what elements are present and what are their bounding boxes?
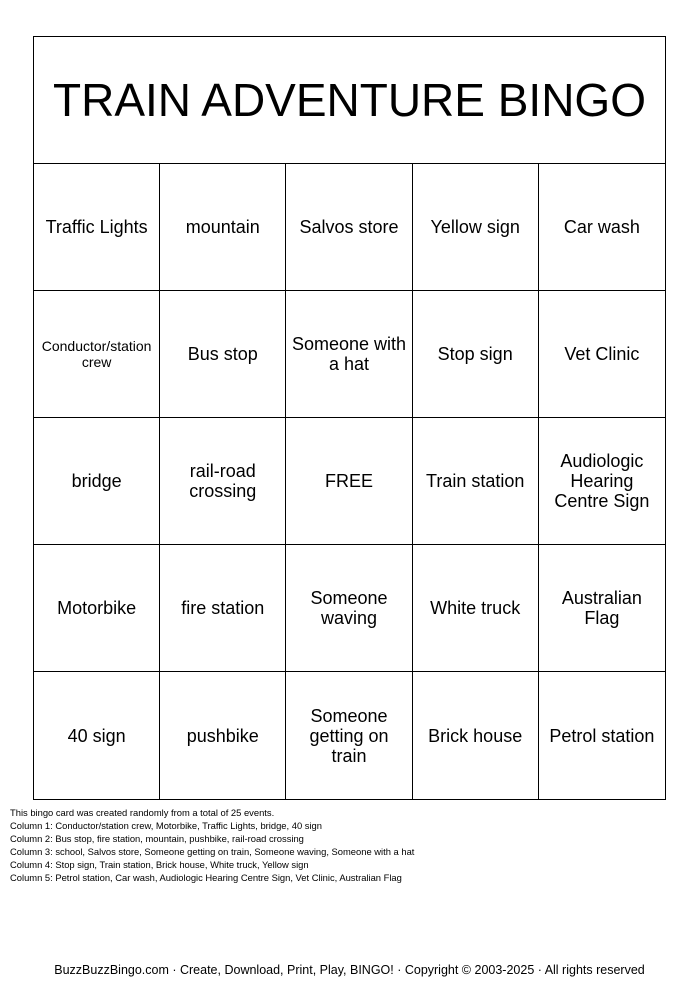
bingo-card [33,36,666,800]
free-cell: FREE [286,418,412,545]
bingo-cell: pushbike [160,672,286,799]
notes-column-3: Column 3: school, Salvos store, Someone getting on train, Someone waving, Someone with a hat [10,846,415,857]
notes-column-1: Column 1: Conductor/station crew, Motorbike, Traffic Lights, bridge, 40 sign [10,820,322,831]
bingo-cell: 40 sign [34,672,160,799]
bingo-cell: fire station [160,545,286,672]
bingo-cell: Salvos store [286,164,412,291]
bingo-grid [34,164,665,799]
bingo-cell: Conductor/station crew [34,291,160,418]
notes-column-5: Column 5: Petrol station, Car wash, Audiologic Hearing Centre Sign, Vet Clinic, Australian Flag [10,872,402,883]
bingo-cell: Car wash [539,164,665,291]
card-title: TRAIN ADVENTURE BINGO [34,37,665,164]
bingo-cell: Someone waving [286,545,412,672]
bingo-cell: Australian Flag [539,545,665,672]
bingo-cell: Yellow sign [413,164,539,291]
bingo-cell: Train station [413,418,539,545]
bingo-cell: Stop sign [413,291,539,418]
bingo-cell: White truck [413,545,539,672]
bingo-cell: Traffic Lights [34,164,160,291]
bingo-cell: Motorbike [34,545,160,672]
bingo-cell: Brick house [413,672,539,799]
notes-column-2: Column 2: Bus stop, fire station, mountain, pushbike, rail-road crossing [10,833,304,844]
bingo-cell: Bus stop [160,291,286,418]
notes-column-4: Column 4: Stop sign, Train station, Brick house, White truck, Yellow sign [10,859,309,870]
bingo-cell: mountain [160,164,286,291]
bingo-cell: Petrol station [549,725,655,746]
notes-summary: This bingo card was created randomly from a total of 25 events. [10,807,275,818]
bingo-cell: Audiologic Hearing Centre Sign [539,418,665,545]
bingo-cell: Someone getting on train [286,672,412,799]
bingo-cell: Someone with a hat [286,291,412,418]
card-notes [10,806,414,884]
bingo-cell: Vet Clinic [539,291,665,418]
bingo-cell: bridge [34,418,160,545]
bingo-cell: rail-road crossing [160,418,286,545]
page-footer: BuzzBuzzBingo.com · Create, Download, Print, Play, BINGO! · Copyright © 2003-2025 · All rights reserved [54,963,645,977]
